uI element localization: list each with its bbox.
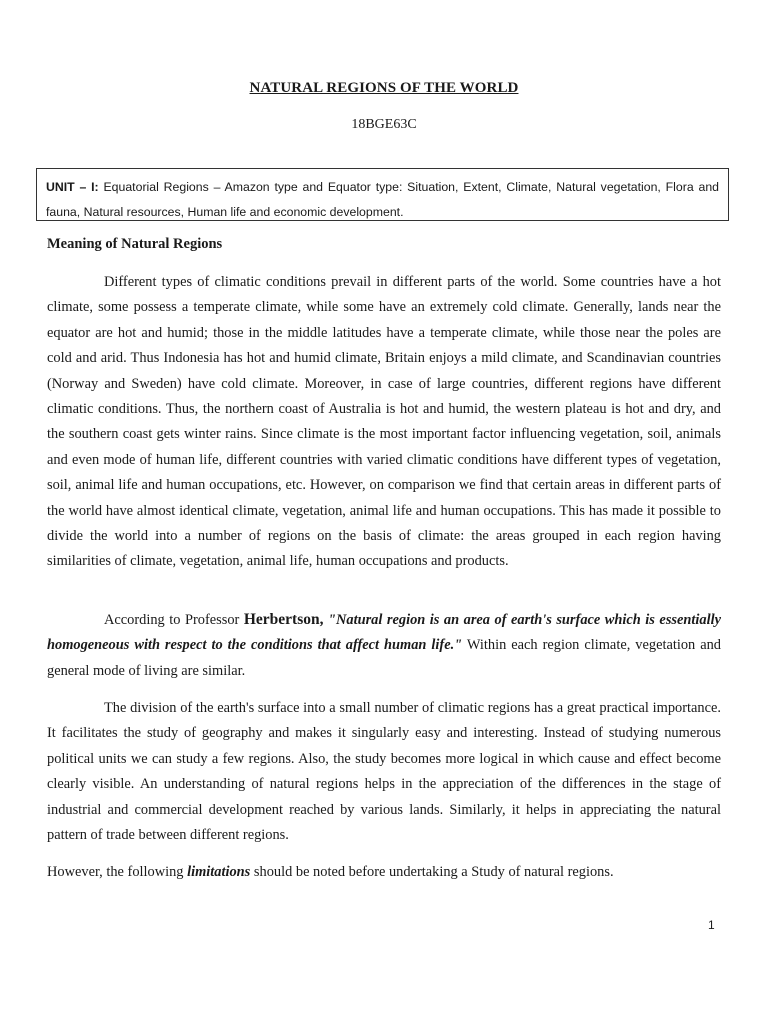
paragraph-herbertson-definition bbox=[47, 607, 721, 684]
herbertson-quote: "Natural region is an area of earth's surface which is essentially homogeneous with respect to the conditions that affect human life." bbox=[47, 612, 721, 654]
paragraph-limitations-intro bbox=[47, 860, 721, 885]
paragraph-climate-overview: Different types of climatic conditions prevail in different parts of the world. Some countries have a hot climate, some possess a temperate climate, while some have an extremely cold climate. Generally, lands near the equator are hot and humid; those in the middle latitudes have a temperate climate, while those near the poles are cold and arid. Thus Indonesia has hot and humid climate, Britain enjoys a mild climate, and Scandinavian countries (Norway and Sweden) have cold climate. Moreover, in case of large countries, different regions have different climatic conditions. Thus, the northern coast of Australia is hot and humid, the western plateau is hot and dry, and the southern coast gets winter rains. Since climate is the most important factor influencing vegetation, soil, animals and even mode of human life, different countries with varied climatic conditions have different types of vegetation, soil, animal life and human occupations, etc. However, on comparison we find that certain areas in different parts of the world have almost identical climate, vegetation, animal life and human occupations. This has made it possible to divide the world into a number of regions on the basis of climate: the areas grouped in each region having similarities of climate, vegetation, animal life, human occupations and products. bbox=[47, 274, 721, 570]
unit-syllabus-box bbox=[36, 168, 729, 221]
page-number: 1 bbox=[708, 918, 715, 932]
paragraph2-tail: Within each region climate, vegetation and general mode of living are similar. bbox=[47, 637, 721, 679]
document-title: NATURAL REGIONS OF THE WORLD bbox=[249, 80, 519, 96]
unit-description: Equatorial Regions – Amazon type and Equator type: Situation, Extent, Climate, Natural vegetation, Flora and fauna, Natural resources, Human life and economic development. bbox=[46, 180, 719, 219]
course-code: 18BGE63C bbox=[351, 117, 417, 132]
unit-label: UNIT – I: bbox=[46, 180, 99, 194]
limitations-emphasis: limitations bbox=[187, 864, 251, 880]
herbertson-name: Herbertson, bbox=[243, 611, 324, 628]
paragraph4-tail: should be noted before undertaking a Study of natural regions. bbox=[250, 864, 614, 880]
section-heading: Meaning of Natural Regions bbox=[47, 236, 223, 252]
paragraph-practical-importance: The division of the earth's surface into a small number of climatic regions has a great practical importance. It facilitates the study of geography and makes it singularly easy and interesting. Instead of studying numerous political units we can study a few regions. Also, the study becomes more logical in which cause and effect become clearly visible. An understanding of natural regions helps in the appreciation of the differences in the stage of industrial and commercial development reached by various lands. Similarly, it helps in appreciating the natural pattern of trade between different regions. bbox=[47, 700, 721, 844]
paragraph2-lead: According to Professor bbox=[104, 612, 244, 628]
paragraph4-lead: However, the following bbox=[47, 864, 188, 880]
